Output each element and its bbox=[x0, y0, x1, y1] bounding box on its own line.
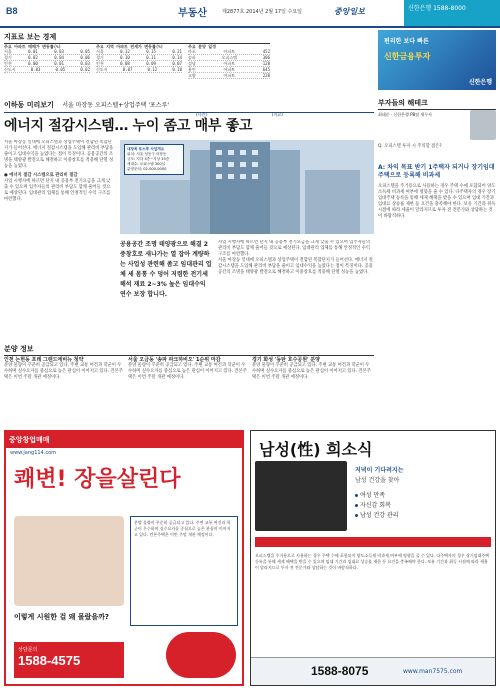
market-table-cell: 0.03 bbox=[30, 67, 41, 72]
ad-right-tag1: 저녁이 기다려지는 bbox=[355, 467, 404, 474]
ad-right-list-item: 자신감 회복 bbox=[355, 501, 399, 511]
listing-col-title: 인천 논현동 포레 그랜드에비뉴 청약 bbox=[4, 357, 84, 363]
section-title: 부동산 bbox=[178, 8, 207, 19]
top-ad-line3: 신한은행 bbox=[468, 79, 492, 86]
top-ad-line2: 신한금융투자 bbox=[384, 52, 431, 61]
ad-right-list bbox=[355, 491, 399, 521]
column-sub: 최태준 · 신한은행 PB팀 세무사 bbox=[378, 112, 433, 117]
market-table-cell: 0.14 bbox=[172, 55, 182, 60]
story-kicker bbox=[4, 100, 374, 110]
edition-line: 제2877호 2014년 2월 17일 수요일 bbox=[222, 9, 302, 15]
market-table-cell: 645 bbox=[262, 67, 270, 72]
infobox-item: 세대수: 오피스텔 300실 bbox=[127, 162, 166, 166]
story-column-2 bbox=[218, 240, 374, 330]
market-table-cell: 오피스텔 bbox=[221, 55, 237, 60]
column-text: 오피스텔을 주거용으로 사용하는 경우 주택 수에 포함되어 양도소득세 비과세 여부에 영향을 줄 수 있다. 다주택자의 경우 장기임대주택 등록을 통해 세제 혜택을 받을 수 있으며 임대 기간과 임대료 상승률 제한 등 요건을 충족해야 한다. 보유 기간과 취득 시점에 따라 세율이 달라지므로 투자 전 전문가와 상담하는 것이 바람직하다. bbox=[378, 184, 496, 219]
story-kicker-text: 이하동 미리보기 bbox=[4, 101, 54, 109]
story-pullquote: 공용공간 조명 태양광으로 해결 2중창호로 새나가는 열 잡아 계량하는 사업성 관련해 좀고 임대관리 업체 세 몸통 수 덩어 저렴한 전기세 해석 재료 2~3% 높은 임대수익 연수 보장 합니다. bbox=[120, 241, 212, 298]
ad-right-list-item: 남성 건강 관리 bbox=[355, 511, 399, 521]
page-header bbox=[0, 0, 500, 28]
ad-left[interactable] bbox=[4, 430, 244, 686]
infobox-item: 위치: 서울 성동구 마장동 bbox=[127, 152, 167, 156]
listing-col-title: 서울 오금동 '송파 파크하비오' 1순위 마감 bbox=[128, 357, 221, 363]
market-table-cell: 아파트 bbox=[223, 61, 236, 66]
market-table-cell: 0.03 bbox=[54, 49, 64, 54]
ad-left-phone: 1588-4575 bbox=[18, 653, 81, 668]
market-table-cell: 경기 bbox=[96, 55, 104, 60]
ad-right-footer[interactable] bbox=[251, 657, 495, 685]
market-table-cell: 0.01 bbox=[28, 49, 38, 54]
market-table-cell: 경기 bbox=[4, 55, 12, 60]
market-table-cell: 0.12 bbox=[120, 49, 130, 54]
infobox-item: 분양문의: 02-000-0000 bbox=[127, 167, 167, 171]
listing-col-text: 분양 물량이 꾸준히 공급되고 있다. 주변 교통 여건과 학군이 우수하며 실수요자를 중심으로 높은 관심이 이어지고 있다. 견본주택은 이번 주말 개관 예정이다. bbox=[128, 363, 247, 380]
story-infobox bbox=[124, 144, 184, 175]
market-table-a bbox=[4, 44, 90, 73]
market-table-cell: 고양 bbox=[188, 73, 196, 78]
story-byline-a: (사진) bbox=[196, 112, 207, 117]
column-panel bbox=[378, 98, 496, 338]
story-column-1 bbox=[4, 140, 114, 330]
market-table-cell: 306 bbox=[262, 55, 270, 60]
market-table-b bbox=[96, 44, 182, 73]
market-table-c bbox=[188, 44, 270, 79]
listing-col-text: 분양 물량이 꾸준히 공급되고 있다. 주변 교통 여건과 학군이 우수하며 실수요자를 중심으로 높은 관심이 이어지고 있다. 견본주택은 이번 주말 개관 예정이다. bbox=[252, 363, 371, 380]
column-label: 부자들의 해테크 bbox=[378, 98, 496, 110]
market-table-cell: 0.12 bbox=[147, 67, 158, 72]
paper-name: 중앙일보 bbox=[334, 7, 365, 16]
top-right-ad[interactable] bbox=[378, 30, 496, 90]
ad-left-badge bbox=[166, 632, 236, 678]
market-table-cell: 0.09 bbox=[146, 61, 156, 66]
market-table-cell: 아파트 bbox=[223, 49, 236, 54]
column-answer-head: A: 차익 목표 받기 1주택자 되거나 장기임대주택으로 등록해 비과세 bbox=[378, 164, 495, 179]
column-q1: Q. 오피스텔 투자 시 주의할 점은? bbox=[378, 144, 442, 149]
market-table-cell: 송파 bbox=[188, 55, 196, 60]
market-table-cell: 마포 bbox=[188, 49, 196, 54]
market-table-row bbox=[4, 67, 90, 73]
market-table-cell: 아파트 bbox=[223, 67, 236, 72]
story-photo bbox=[120, 140, 374, 234]
columnist-photo bbox=[470, 110, 496, 140]
ad-left-url[interactable]: www.jang114.com bbox=[10, 450, 57, 456]
market-table-row bbox=[96, 67, 182, 73]
story-byline-b: (자료) bbox=[272, 112, 283, 117]
market-table-cell: 0.10 bbox=[120, 55, 130, 60]
ad-right-url[interactable]: www.man7575.com bbox=[403, 668, 463, 675]
listing-col-title: 경기 화성 '동탄 호수공원' 분양 bbox=[252, 357, 320, 363]
ad-left-textbox bbox=[130, 516, 238, 626]
market-table-cell: 0.15 bbox=[146, 49, 156, 54]
market-table-cell: 서울 bbox=[96, 49, 104, 54]
market-block bbox=[4, 32, 270, 92]
market-table-cell: 0.00 bbox=[28, 61, 38, 66]
story-body: 서울 마장동 일대에 오피스텔과 상업주택이 결합된 복합단지가 들어선다. 에너지 절감시스템을 도입해 관리비 부담을 줄이고 임대수익을 높였다는 점이 특징이다. 공용공간의 조명을 태양광 발전으로 해결하고 이중창호를 적용해 단열 성능을 높였다. bbox=[4, 140, 114, 169]
ad-right-list-item: 여성 만족 bbox=[355, 491, 399, 501]
ad-right-image bbox=[255, 461, 347, 531]
listing-strip bbox=[4, 344, 374, 424]
ad-right-title: 남성(性) 희소식 bbox=[259, 440, 373, 459]
story-body-2: 사업 시행사에 따르면 단지 내 공용부 전기요금을 크게 낮출 수 있으며 입주자들의 관리비 부담도 함께 줄어들 것으로 예상된다. 임대관리 업체를 통해 안정적인 수익 구조를 마련했다. bbox=[4, 179, 111, 202]
market-table-cell: 인천 bbox=[96, 61, 104, 66]
listing-col-text: 분양 물량이 꾸준히 공급되고 있다. 주변 교통 여건과 학군이 우수하며 실수요자를 중심으로 높은 관심이 이어지고 있다. 견본주택은 이번 주말 개관 예정이다. bbox=[4, 363, 123, 380]
market-table-cell: 0.03 bbox=[80, 61, 90, 66]
ad-right-body-text: 오피스텔을 주거용으로 사용하는 경우 주택 수에 포함되어 양도소득세 비과세 여부에 영향을 줄 수 있다. 다주택자의 경우 장기임대주택 등록을 통해 세제 혜택을 받을 수 있으며 임대 기간과 임대료 상승률 제한 등 요건을 충족해야 한다. 보유 기간과 취득 시점에 따라 세율이 달라지므로 투자 전 전문가와 상담하는 것이 바람직하다. bbox=[255, 553, 490, 570]
market-title: 지표로 보는 경제 bbox=[4, 32, 270, 44]
ad-right-phone[interactable]: 1588-8075 bbox=[311, 664, 369, 678]
ad-right-body bbox=[255, 553, 491, 649]
market-table-cell: 0.01 bbox=[54, 61, 64, 66]
page-number: B8 bbox=[6, 6, 18, 16]
ad-left-question: 이렇게 시원한 걸 왜 몰랐을까? bbox=[14, 613, 109, 621]
market-table-row bbox=[188, 73, 270, 79]
listing-col bbox=[252, 356, 372, 381]
story-body-2b: 사업 시행사에 따르면 단지 내 공용부 전기요금을 크게 낮출 수 있으며 입주자들의 관리비 부담도 함께 줄어들 것으로 예상된다. 임대관리 업체를 통해 안정적인 수익 구조를 마련했다. bbox=[218, 240, 370, 257]
market-table-cell: 0.07 bbox=[172, 61, 182, 66]
header-ad-text: 신한은행 1588-8000 bbox=[408, 5, 466, 12]
market-table-cell: 0.05 bbox=[55, 67, 66, 72]
market-table-cell: 0.02 bbox=[80, 67, 90, 72]
infobox-title: 대장목 포스루 사업개요 bbox=[127, 147, 165, 151]
listing-col bbox=[128, 356, 248, 381]
market-table-cell: 452 bbox=[262, 49, 270, 54]
listing-label: 분양 정보 bbox=[4, 344, 374, 356]
ad-right-tag2: 남성 건강을 찾아 bbox=[355, 477, 400, 484]
top-ad-line1: 편리한 보다 빠른 bbox=[384, 38, 429, 45]
market-table-cell: 신도시 bbox=[96, 67, 108, 72]
story-subhead: ● 에너지 절감 시스템으로 관리비 절감 bbox=[4, 173, 78, 178]
ad-left-phone-label: 상담문의 bbox=[18, 647, 38, 653]
market-table-a-title: 주요 아파트 매매가 변동률(%) bbox=[4, 44, 61, 49]
market-table-cell: 0.10 bbox=[172, 67, 182, 72]
market-table-cell: 아파트 bbox=[223, 73, 236, 78]
market-table-cell: 0.11 bbox=[146, 55, 156, 60]
ad-right-red-band bbox=[255, 537, 491, 547]
ad-right[interactable] bbox=[250, 430, 496, 686]
market-table-cell: 0.04 bbox=[54, 55, 64, 60]
market-table-cell: 0.08 bbox=[120, 61, 130, 66]
market-table-cell: 인천 bbox=[4, 61, 12, 66]
market-table-c-title: 주요 분양 일정 bbox=[188, 44, 217, 49]
infobox-item: 규모: 지하 3층~지상 15층 bbox=[127, 157, 170, 161]
ad-left-body: 분양 물량이 꾸준히 공급되고 있다. 주변 교통 여건과 학군이 우수하며 실수요자를 중심으로 높은 관심이 이어지고 있다. 견본주택은 이번 주말 개관 예정이다. bbox=[134, 520, 231, 537]
ad-left-image bbox=[14, 516, 124, 606]
listing-col bbox=[4, 356, 124, 381]
market-table-cell: 용인 bbox=[188, 67, 196, 72]
story-body-b: 서울 마장동 일대에 오피스텔과 상업주택이 결합된 복합단지가 들어선다. 에너지 절감시스템을 도입해 관리비 부담을 줄이고 임대수익을 높였다는 점이 특징이다. 공용공간의 조명을 태양광 발전으로 해결하고 이중창호를 적용해 단열 성능을 높였다. bbox=[218, 258, 373, 275]
market-table-cell: 0.07 bbox=[122, 67, 133, 72]
market-table-cell: 서울 bbox=[4, 49, 12, 54]
market-table-cell: 성남 bbox=[188, 61, 196, 66]
market-table-cell: 0.05 bbox=[80, 49, 90, 54]
market-table-cell: 220 bbox=[262, 73, 270, 78]
story-subkicker: 서울 마장동 오피스텔+상업주택 '포스루' bbox=[62, 102, 170, 109]
market-table-cell: 0.21 bbox=[172, 49, 182, 54]
market-table-cell: 신도시 bbox=[4, 67, 16, 72]
header-ad[interactable] bbox=[404, 0, 500, 26]
market-table-cell: 0.06 bbox=[80, 55, 90, 60]
ad-left-top: 중앙창업매매 bbox=[6, 432, 242, 448]
story-headline: 에너지 절감시스템… 누이 좀고 매부 좋고 bbox=[4, 118, 253, 134]
market-table-b-title: 주요 지역 아파트 전세가 변동률(%) bbox=[96, 44, 164, 49]
market-table-cell: 128 bbox=[262, 61, 270, 66]
ad-left-headline: 쾌변! 장을살린다 bbox=[14, 467, 181, 492]
ad-left-phone-box[interactable] bbox=[14, 642, 124, 678]
market-table-cell: 0.02 bbox=[28, 55, 38, 60]
main-story bbox=[4, 100, 374, 338]
